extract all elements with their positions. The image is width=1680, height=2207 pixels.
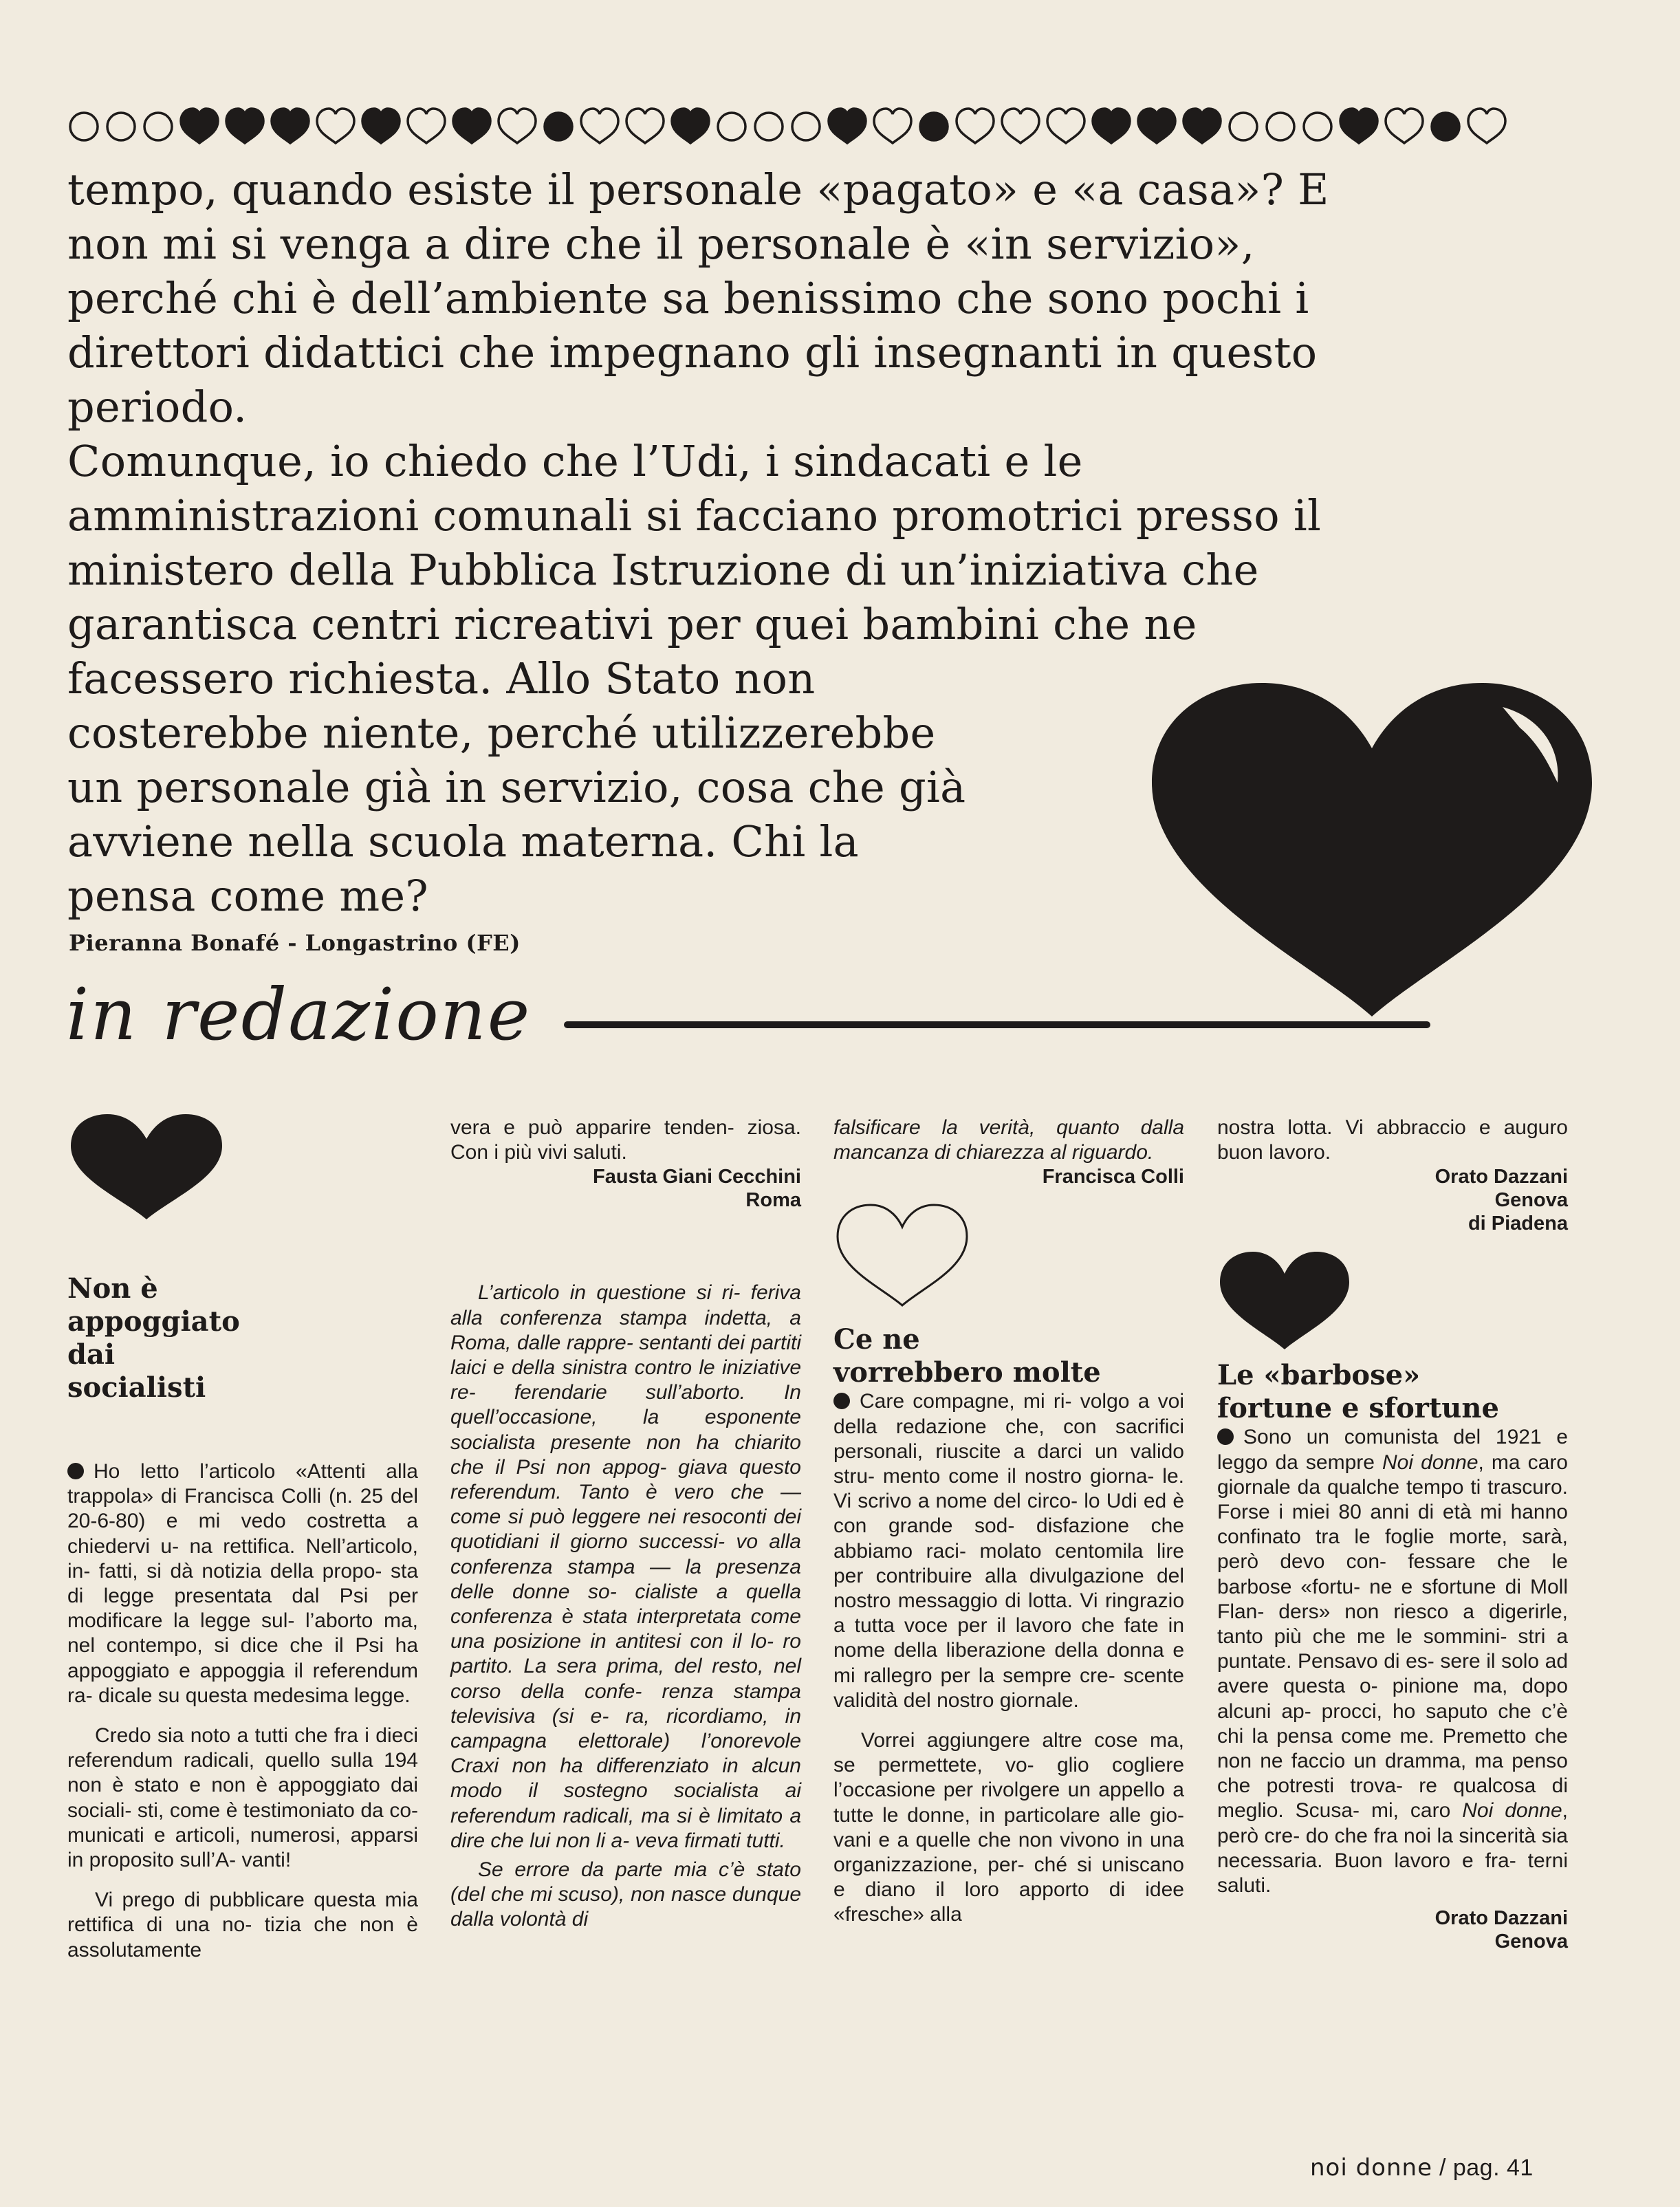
letter-paragraph: vera e può apparire tenden- ziosa. Con i più vivi saluti. bbox=[450, 1116, 801, 1164]
bullet-icon bbox=[67, 1463, 84, 1479]
top-letter-line: un personale già in servizio, cosa che già bbox=[67, 762, 966, 812]
top-letter-line: ministero della Pubblica Istruzione di un’iniziativa che bbox=[67, 545, 1259, 595]
headline-barbose bbox=[1217, 1359, 1568, 1425]
open-heart-icon bbox=[872, 106, 913, 146]
bullet-icon bbox=[833, 1393, 850, 1409]
open-heart-icon bbox=[1000, 106, 1041, 146]
top-letter-line: direttori didattici che impegnano gli insegnanti in questo bbox=[67, 327, 1318, 378]
headline-non-appoggiato bbox=[67, 1272, 418, 1404]
top-letter-line: garantisca centri ricreativi per quei bambini che ne bbox=[67, 599, 1197, 649]
top-letter-line: pensa come me? bbox=[67, 871, 428, 921]
filled-heart-icon bbox=[270, 106, 311, 146]
filled-heart-icon bbox=[1136, 106, 1177, 146]
headline-line: appoggiato bbox=[67, 1305, 240, 1338]
column-2 bbox=[450, 1116, 801, 1933]
headline-line: Ce ne bbox=[833, 1323, 920, 1356]
signature-name: Orato Dazzani bbox=[1434, 1907, 1568, 1930]
top-letter-line: costerebbe niente, perché utilizzerebbe bbox=[67, 708, 936, 758]
filled-heart-icon bbox=[360, 106, 402, 146]
headline-line: vorrebbero molte bbox=[833, 1356, 1101, 1389]
headline-line: Non è bbox=[67, 1272, 158, 1305]
open-heart-icon bbox=[624, 106, 666, 146]
letter-paragraph bbox=[833, 1389, 1184, 1713]
magazine-brand: noi donne bbox=[1310, 2154, 1433, 2182]
section-title: in redazione bbox=[66, 972, 532, 1056]
open-circle-icon bbox=[789, 106, 822, 146]
top-letter-line: Comunque, io chiedo che l’Udi, i sindacati e le bbox=[67, 436, 1083, 486]
filled-heart-icon bbox=[1091, 106, 1132, 146]
filled-heart-icon bbox=[67, 1113, 226, 1223]
top-letter-signature: Pieranna Bonafé - Longastrino (FE) bbox=[69, 930, 521, 956]
top-letter-line: non mi si venga a dire che il personale è «in servizio», bbox=[67, 219, 1255, 269]
open-heart-icon bbox=[579, 106, 620, 146]
column-4 bbox=[1217, 1116, 1568, 1953]
filled-heart-icon bbox=[1181, 106, 1223, 146]
open-heart-icon bbox=[315, 106, 356, 146]
filled-circle-icon bbox=[917, 106, 950, 146]
column-3 bbox=[833, 1116, 1184, 1928]
top-letter-line: periodo. bbox=[67, 382, 248, 432]
letter-paragraph bbox=[67, 1459, 418, 1708]
editor-reply: L’articolo in questione si ri- feriva alla conferenza stampa indetta, a Roma, dalle rappre- sentanti dei partiti laici e della sinistra contro le iniziative re- ferendarie sull’aborto. In quell’occasione, la esponente socialista presente non ha chiarito che il Psi non appog- giava questo referendum. Tanto è vero che — come si può leggere nei resoconti dei quotidiani il giorno successi- vo alla conferenza stampa — la presenza delle donne so- cialiste a quella conferenza è stata interpretata come una posizione in antitesi con il lo- ro partito. La sera prima, del resto, nel corso della confe- renza stampa televisiva (si e- ra, ricordiamo, in campagna elettorale) l’onorevole Craxi non ha differenziato in alcun modo il sostegno socialista ai referendum radicali, ma si è limitato a dire che lui non li a- veva firmati tutti. bbox=[450, 1281, 801, 1852]
open-circle-icon bbox=[142, 106, 175, 146]
footer-separator: / bbox=[1432, 2155, 1453, 2181]
letter-paragraph: nostra lotta. Vi abbraccio e auguro buon lavoro. bbox=[1217, 1116, 1568, 1164]
top-letter-line: amministrazioni comunali si facciano promotrici presso il bbox=[67, 490, 1322, 541]
paragraph-text: Care compagne, mi ri- volgo a voi della redazione che, con sacrifici personali, riuscite a darci un valido stru- mento come il nostro giorna- le. Vi scrivo a nome del circo- lo Udi ed è con grande sod- disfazione che abbiamo raci- molato centomila lire per contribuire alla divulgazione del nostro messaggio di lotta. Vi ringrazio a tutta voce per il lavoro che fate in nome della liberazione della donna e mi rallegro per la sempre cre- scente validità del nostro giornale. bbox=[833, 1390, 1184, 1712]
filled-circle-icon bbox=[1429, 106, 1462, 146]
signature-line: Genova bbox=[1494, 1189, 1568, 1212]
open-circle-icon bbox=[67, 106, 100, 146]
magazine-name: Noi donne bbox=[1462, 1799, 1562, 1823]
open-heart-icon bbox=[1466, 106, 1507, 146]
editor-reply: Se errore da parte mia c’è stato (del che mi scuso), non nasce dunque dalla volontà di bbox=[450, 1858, 801, 1931]
top-letter-line: facessero richiesta. Allo Stato non bbox=[67, 653, 816, 704]
filled-heart-icon bbox=[224, 106, 265, 146]
top-letter-line: avviene nella scuola materna. Chi la bbox=[67, 816, 859, 867]
big-heart-icon bbox=[1138, 680, 1606, 1023]
editor-reply: falsificare la verità, quanto dalla mancanza di chiarezza al riguardo. bbox=[833, 1116, 1184, 1164]
open-circle-icon bbox=[1227, 106, 1260, 146]
letter-paragraph: Sono un comunista del 1921 e leggo da sempre Noi donne, ma caro giornale da qualche tempo ti trascuro. Forse i miei 80 anni di età mi hanno confinato tra le foglie morte, sarà, però devo con- fessare che le barbose «fortu- ne e sfortune di Moll Flan- ders» non riesco a digerirle, tanto più che me le sommini- stri a puntate. Pensavo di es- sere il solo ad avere questa o- pinione ma, dopo alcuni ap- procci, ho saputo che c’è chi la pensa come me. Premetto che non ne faccio un dramma, ma penso che potresti trova- re qualcosa di meglio. Scusa- mi, caro Noi donne, però cre- do che fra noi la sincerità sia necessaria. Buon lavoro e fra- terni saluti. bbox=[1217, 1426, 1568, 1898]
filled-heart-icon bbox=[179, 106, 220, 146]
signature-city: Roma bbox=[745, 1189, 801, 1212]
open-circle-icon bbox=[715, 106, 748, 146]
headline-line: dai bbox=[67, 1338, 116, 1371]
open-circle-icon bbox=[1301, 106, 1334, 146]
filled-heart-icon bbox=[1216, 1249, 1353, 1352]
open-heart-icon bbox=[497, 106, 538, 146]
magazine-name: Noi donne bbox=[1382, 1450, 1479, 1474]
letter-paragraph: Vorrei aggiungere altre cose ma, se permettete, vo- glio cogliere l’occasione per rivolgere un appello a tutte le donne, in particolare alle gio- vani e a quelle che non vivono in una organizzazione, per- ché si uniscano e diano il loro apporto di idee «fresche» alla bbox=[833, 1729, 1184, 1926]
filled-circle-icon bbox=[542, 106, 575, 146]
open-heart-icon bbox=[954, 106, 996, 146]
filled-heart-icon bbox=[670, 106, 711, 146]
top-letter-line: perché chi è dell’ambiente sa benissimo che sono pochi i bbox=[67, 273, 1309, 323]
open-heart-icon bbox=[406, 106, 447, 146]
headline-ce-ne-vorrebbero bbox=[833, 1323, 1184, 1389]
signature-name: Francisca Colli bbox=[1042, 1166, 1184, 1188]
page-number: pag. 41 bbox=[1452, 2155, 1534, 2181]
signature-name: Orato Dazzani bbox=[1434, 1166, 1568, 1188]
open-circle-icon bbox=[105, 106, 138, 146]
headline-line: fortune e sfortune bbox=[1217, 1392, 1499, 1425]
filled-heart-icon bbox=[1338, 106, 1379, 146]
outline-heart-icon bbox=[833, 1201, 971, 1311]
column-1 bbox=[67, 1113, 418, 1963]
open-heart-icon bbox=[1045, 106, 1087, 146]
open-heart-icon bbox=[1384, 106, 1425, 146]
section-title-rule bbox=[564, 1021, 1430, 1028]
open-circle-icon bbox=[752, 106, 785, 146]
headline-line: socialisti bbox=[67, 1371, 206, 1404]
signature-city: Genova bbox=[1494, 1931, 1568, 1953]
bullet-icon bbox=[1217, 1428, 1234, 1445]
top-letter-line: tempo, quando esiste il personale «pagato» e «a casa»? E bbox=[67, 164, 1329, 215]
letter-paragraph: Vi prego di pubblicare questa mia rettifica di una no- tizia che non è assolutamente bbox=[67, 1889, 418, 1961]
page-footer bbox=[1310, 2154, 1534, 2182]
headline-line: Le «barbose» bbox=[1217, 1359, 1421, 1392]
letter-paragraph: Credo sia noto a tutti che fra i dieci referendum radicali, quello sulla 194 non è stato e non è appoggiato dai sociali- sti, come è testimoniato da co- municati e articoli, numerosi, apparsi in proposito sull’A- vanti! bbox=[67, 1724, 418, 1872]
filled-heart-icon bbox=[451, 106, 492, 146]
open-circle-icon bbox=[1264, 106, 1297, 146]
signature-name: Fausta Giani Cecchini bbox=[593, 1166, 801, 1188]
decorative-heart-border bbox=[67, 102, 1580, 150]
signature-line: di Piadena bbox=[1468, 1213, 1568, 1235]
filled-heart-icon bbox=[827, 106, 868, 146]
paragraph-text: Ho letto l’articolo «Attenti alla trappola» di Francisca Colli (n. 25 del 20-6-80) e mi vedo costretta a chiedervi u- na rettifica. Nell’articolo, in- fatti, si dà notizia della propo- sta di legge presentata dal Psi per modificare la legge sul- l’aborto ma, nel contempo, si dice che il Psi ha appoggiato e appoggia il referendum ra- dicale su questa medesima legge. bbox=[67, 1460, 418, 1707]
